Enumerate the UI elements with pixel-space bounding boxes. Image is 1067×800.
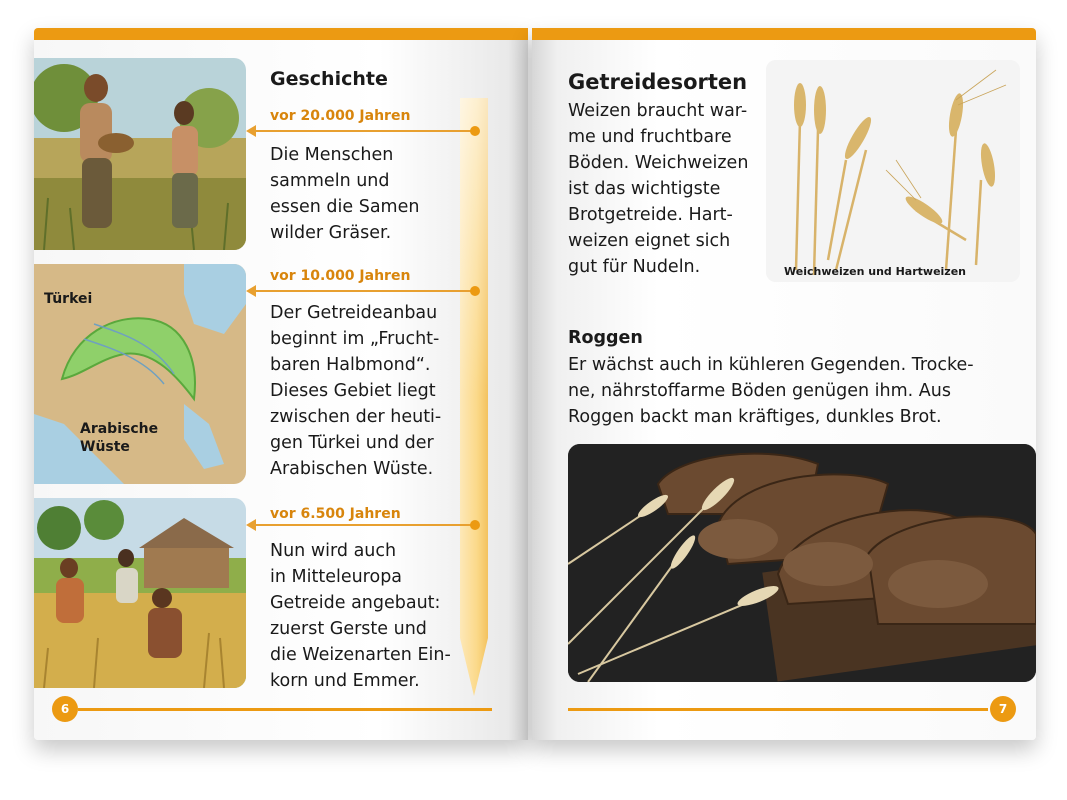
top-accent-bar: [532, 28, 1036, 40]
rye-heading: Roggen: [568, 328, 643, 348]
timeline-arrow-3: [248, 524, 474, 526]
left-page: [34, 28, 528, 740]
page-number-right: 7: [990, 696, 1016, 722]
wheat-text: Weizen braucht war- me und fruchtbare Böden. Weichweizen ist das wichtigste Brotgetreide. Hart- weizen eignet sich gut für Nudeln.: [568, 101, 749, 277]
era-label-1: vor 20.000 Jahren: [270, 108, 411, 124]
right-page: [532, 28, 1036, 740]
timeline-dot-2: [470, 286, 480, 296]
rye-text: Er wächst auch in kühleren Gegenden. Trocke- ne, nährstoffarme Böden genügen ihm. Aus Roggen backt man kräftiges, dunkles Brot.: [568, 355, 974, 427]
gatherers-illustration: [34, 58, 246, 250]
wheat-photo: [766, 60, 1020, 282]
farmers-illustration: [34, 498, 246, 688]
map-label-turkey: Türkei: [44, 291, 93, 307]
page-number-left: 6: [52, 696, 78, 722]
era-label-2: vor 10.000 Jahren: [270, 268, 411, 284]
timeline-dot-1: [470, 126, 480, 136]
map-label-desert: Arabische Wüste: [80, 421, 159, 455]
era-text-2: Der Getreideanbau beginnt im „Frucht- baren Halbmond“. Dieses Gebiet liegt zwischen der heuti- gen Türkei und der Arabischen Wüste.: [270, 303, 442, 479]
timeline-pencil: [458, 98, 490, 698]
era-label-3: vor 6.500 Jahren: [270, 506, 401, 522]
wheat-photo-caption: Weichweizen und Hartweizen: [784, 265, 967, 278]
timeline-arrow-2: [248, 290, 474, 292]
top-accent-bar: [34, 28, 528, 40]
timeline-dot-3: [470, 520, 480, 530]
timeline-arrow-1: [248, 130, 474, 132]
bottom-accent-line: [568, 708, 988, 711]
rye-bread-photo: [568, 444, 1036, 682]
era-text-1: Die Menschen sammeln und essen die Samen wilder Gräser.: [270, 145, 420, 243]
history-heading: Geschichte: [270, 68, 388, 90]
bottom-accent-line: [78, 708, 492, 711]
grain-types-heading: Getreidesorten: [568, 70, 748, 94]
era-text-3: Nun wird auch in Mitteleuropa Getreide angebaut: zuerst Gerste und die Weizenarten Ein- korn und Emmer.: [270, 541, 451, 691]
